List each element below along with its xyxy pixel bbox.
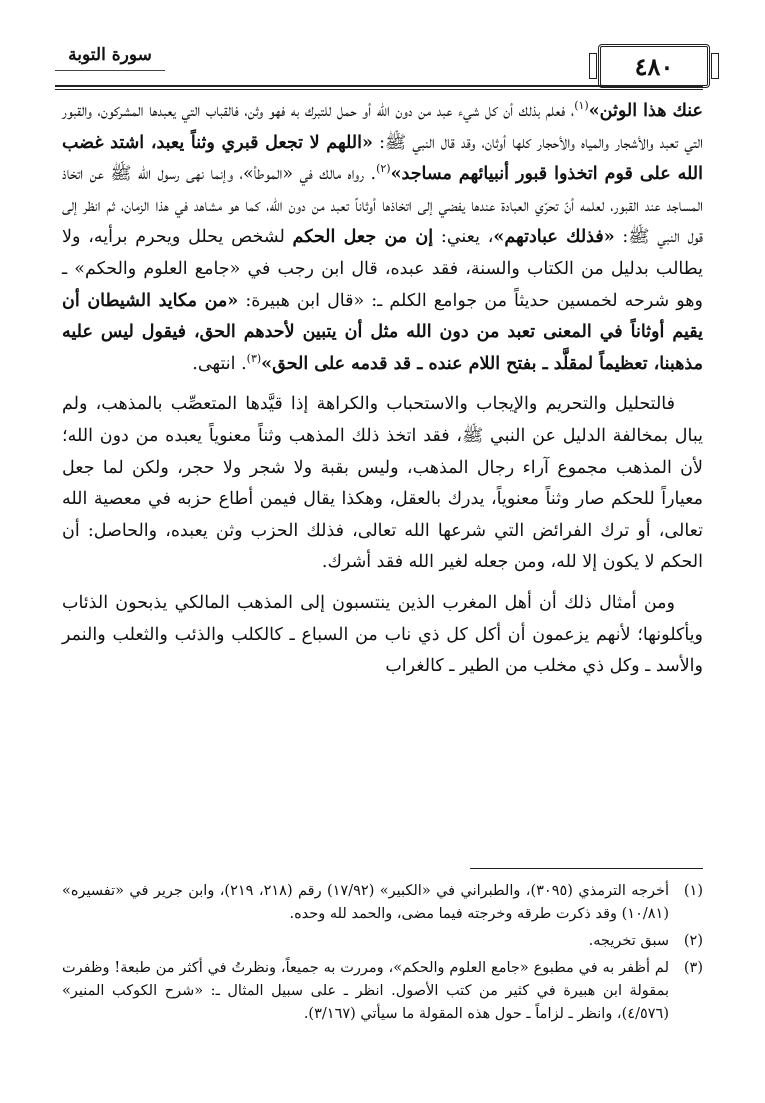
footnote-text: لم أظفر به في مطبوع «جامع العلوم والحكم»، ومررت به جميعاً، ونظرتُ في أكثر من طبعة! وظفرت بمقولة ابن هبيرة في كثير من كتب الأصول. انظر ـ على سبيل المثال ـ: «شرح الكوكب المنير» (٤/٥٧٦)، وانظر ـ لزاماً ـ حول هذه المقولة ما سيأتي (٣/١٦٧). [62,960,669,1022]
text-segment: لشخص يحلل ويحرم برأيه، ولا يطالب بدليل من الكتاب والسنة، فقد عبده، قال ابن رجب في «جامع العلوم والحكم» ـ وهو شرحه لخمسين حديثاً من جوامع الكلم ـ: «قال ابن هبيرة: [62,227,703,311]
text-segment: . انتهى. [192,353,247,374]
paragraph-2: فالتحليل والتحريم والإيجاب والاستحباب والكراهة إذا قيَّدها المتعصِّب بالمذهب، ولم يبال بمخالفة الدليل عن النبي ﷺ، فقد اتخذ ذلك المذهب وثناً معنوياً يعبده من دون الله؛ لأن المذهب مجموع آراء رجال المذهب، وليس بقبة ولا شجر ولا حجر، ولكن لما جعل معياراً للحكم صار وثناً معنوياً، يدرك بالعقل، وهكذا يقال فيمن أطاع حزبه في معصية الله تعالى، أو ترك الفرائض التي شرعها الله تعالى، فذلك الحزب وثن يعبده، والحاصل: أن الحكم لا يكون إلا لله، ومن جعله لغير الله فقد أشرك. [62,394,703,573]
header-divider [55,85,703,87]
footnote-2 [62,930,703,953]
footnote-text: سبق تخريجه. [588,933,669,949]
text-segment: ، فعلم بذلك أن كل شيء عبد من دون الله أو حمل للتبرك به فهو وثن، فالقباب التي يعبدها المشركون، والقبور التي تعبد والأشجار والمياه والأحجار كلها أوثان، وقد قال النبي ﷺ: [62,101,703,153]
paragraph-1 [62,96,703,380]
footnote-ref-1: (١) [574,99,589,113]
footnote-1 [62,880,703,926]
footnote-number: (٣) [683,960,703,976]
page-number: ٤٨٠ [598,44,710,88]
footnotes [62,880,703,1030]
text-segment: . رواه مالك في «الموطأ»، وإنما نهى رسول الله ﷺ عن اتخاذ المساجد عند القبور، لعلمه أنّ تحرّي العبادة عندها يفضي إلى اتخاذها أوثاناً تعبد من دون الله، كما هو مشاهد في هذا الزمان، ثم انظر إلى قول النبي ﷺ: [62,164,703,248]
footnote-text: أخرجه الترمذي (٣٠٩٥)، والطبراني في «الكبير» (١٧/٩٢) رقم (٢١٨، ٢١٩)، وابن جرير في «تفسيره» (١٠/٨١) وقد ذكرت طرقه وخرجته فيما مضى، والحمد لله وحده. [62,883,670,922]
emphasized-text: إن من جعل الحكم [292,227,434,248]
footnote-separator [470,868,703,869]
footnote-ref-2: (٢) [376,162,391,176]
hadith-quote: «اللهم لا تجعل قبري وثناً يعبد، اشتد غضب الله على قوم اتخذوا قبور أنبيائهم مساجد» [62,132,703,185]
hadith-quote: «فذلك عبادتهم» [493,227,615,248]
footnote-3 [62,957,703,1026]
text-segment: ، يعني: [433,227,494,248]
quotation: «من مكايد الشيطان أن يقيم أوثاناً في المعنى تعبد من دون الله مثل أن يتبين لأحدهم الحق، فيقول ليس عليه مذهبنا، تعظيماً لمقلَّد ـ بفتح اللام عنده ـ قد قدمه على الحق» [62,290,703,374]
paragraph-3: ومن أمثال ذلك أن أهل المغرب الذين ينتسبون إلى المذهب المالكي يذبحون الذئاب ويأكلونها؛ لأنهم يزعمون أن أكل كل ذي ناب من السباع ـ كالكلب والذئب والثعلب والنمر والأسد ـ وكل ذي مخلب من الطير ـ كالغراب [62,592,703,677]
footnote-number: (٢) [683,933,703,949]
main-text [62,96,703,683]
footnote-ref-3: (٣) [246,351,262,365]
footnote-number: (١) [683,883,703,899]
header-divider-thin [55,89,703,90]
surah-name-header: سورة التوبة [55,40,165,71]
hadith-quote: عنك هذا الوثن» [588,101,704,121]
